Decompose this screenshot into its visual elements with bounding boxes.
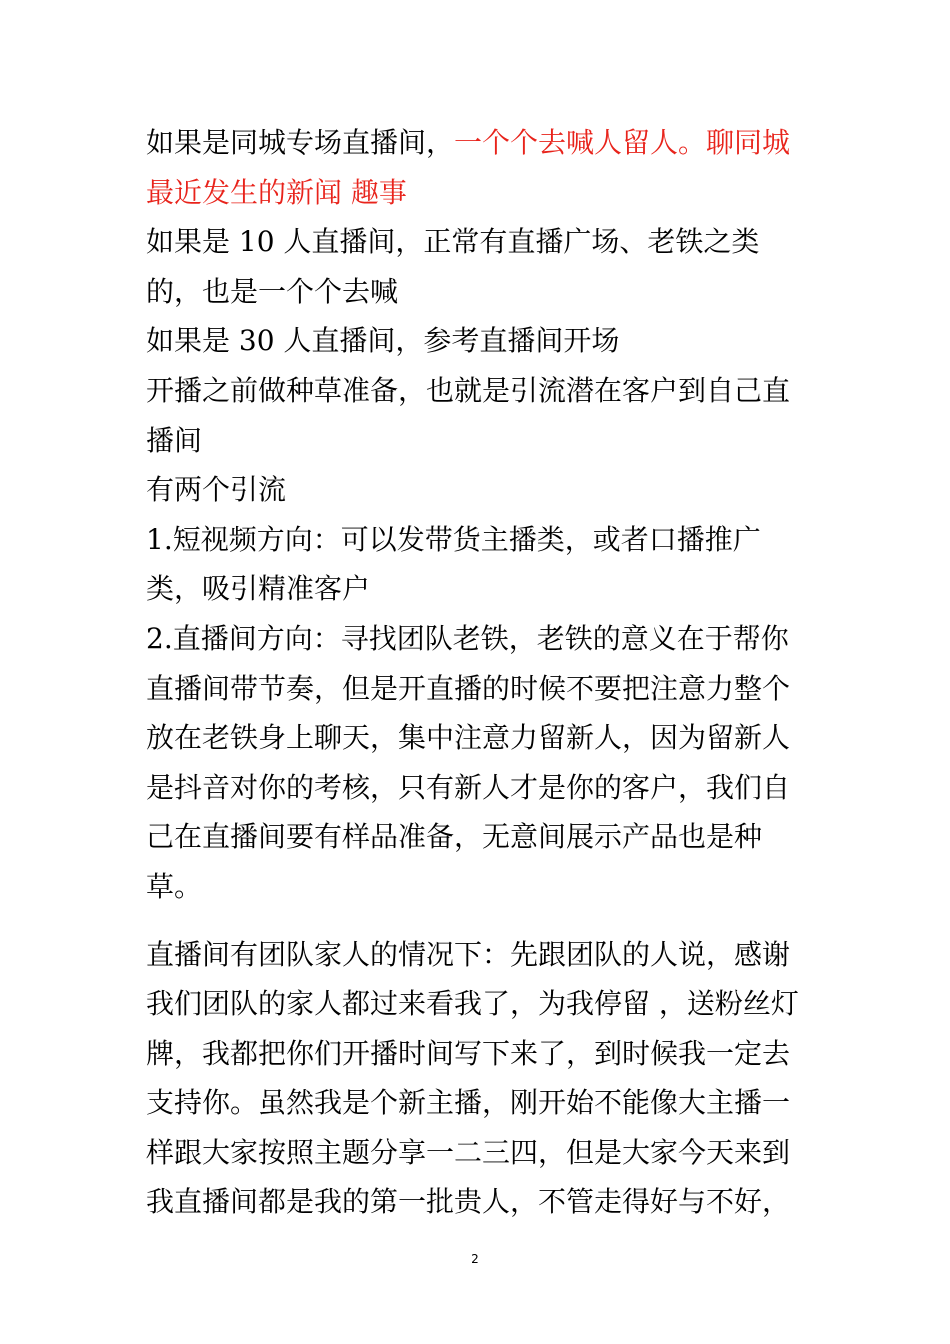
paragraph-10-people: 如果是 10 人直播间，正常有直播广场、老铁之类的，也是一个个去喊 (146, 225, 760, 308)
paragraph-live-room: 2.直播间方向：寻找团队老铁，老铁的意义在于帮你直播间带节奏，但是开直播的时候不要把注意力整个放在老铁身上聊天，集中注意力留新人，因为留新人是抖音对你的考核，只有新人才是你的客户，我们自己在直播间要有样品准备，无意间展示产品也是种草。 (146, 621, 791, 903)
paragraph-team-family: 直播间有团队家人的情况下：先跟团队的人说，感谢我们团队的家人都过来看我了，为我停留 ，送粉丝灯牌，我都把你们开播时间写下来了，到时候我一定去支持你。虽然我是个新主播，刚开始不能像大主播一样跟大家按照主题分享一二三四，但是大家今天来到我直播间都是我的第一批贵人，不管走得好与不好， (146, 937, 799, 1219)
document-body (146, 118, 814, 1227)
paragraph-same-city-text: 如果是同城专场直播间， (146, 126, 455, 159)
paragraph-short-video: 1.短视频方向：可以发带货主播类，或者口播推广类，吸引精准客户 (146, 522, 761, 606)
page-number: 2 (471, 1252, 479, 1266)
paragraph-two-methods: 有两个引流 (146, 473, 287, 507)
highlighted-text: 一个个去喊人留人。聊同城最近发生的新闻 趣事 (146, 126, 791, 209)
paragraph-preparation: 开播之前做种草准备，也就是引流潜在客户到自己直播间 (146, 373, 791, 457)
paragraph-same-city (146, 118, 814, 217)
paragraph-spacer (146, 912, 814, 930)
paragraph-30-people: 如果是 30 人直播间，参考直播间开场 (146, 324, 620, 358)
